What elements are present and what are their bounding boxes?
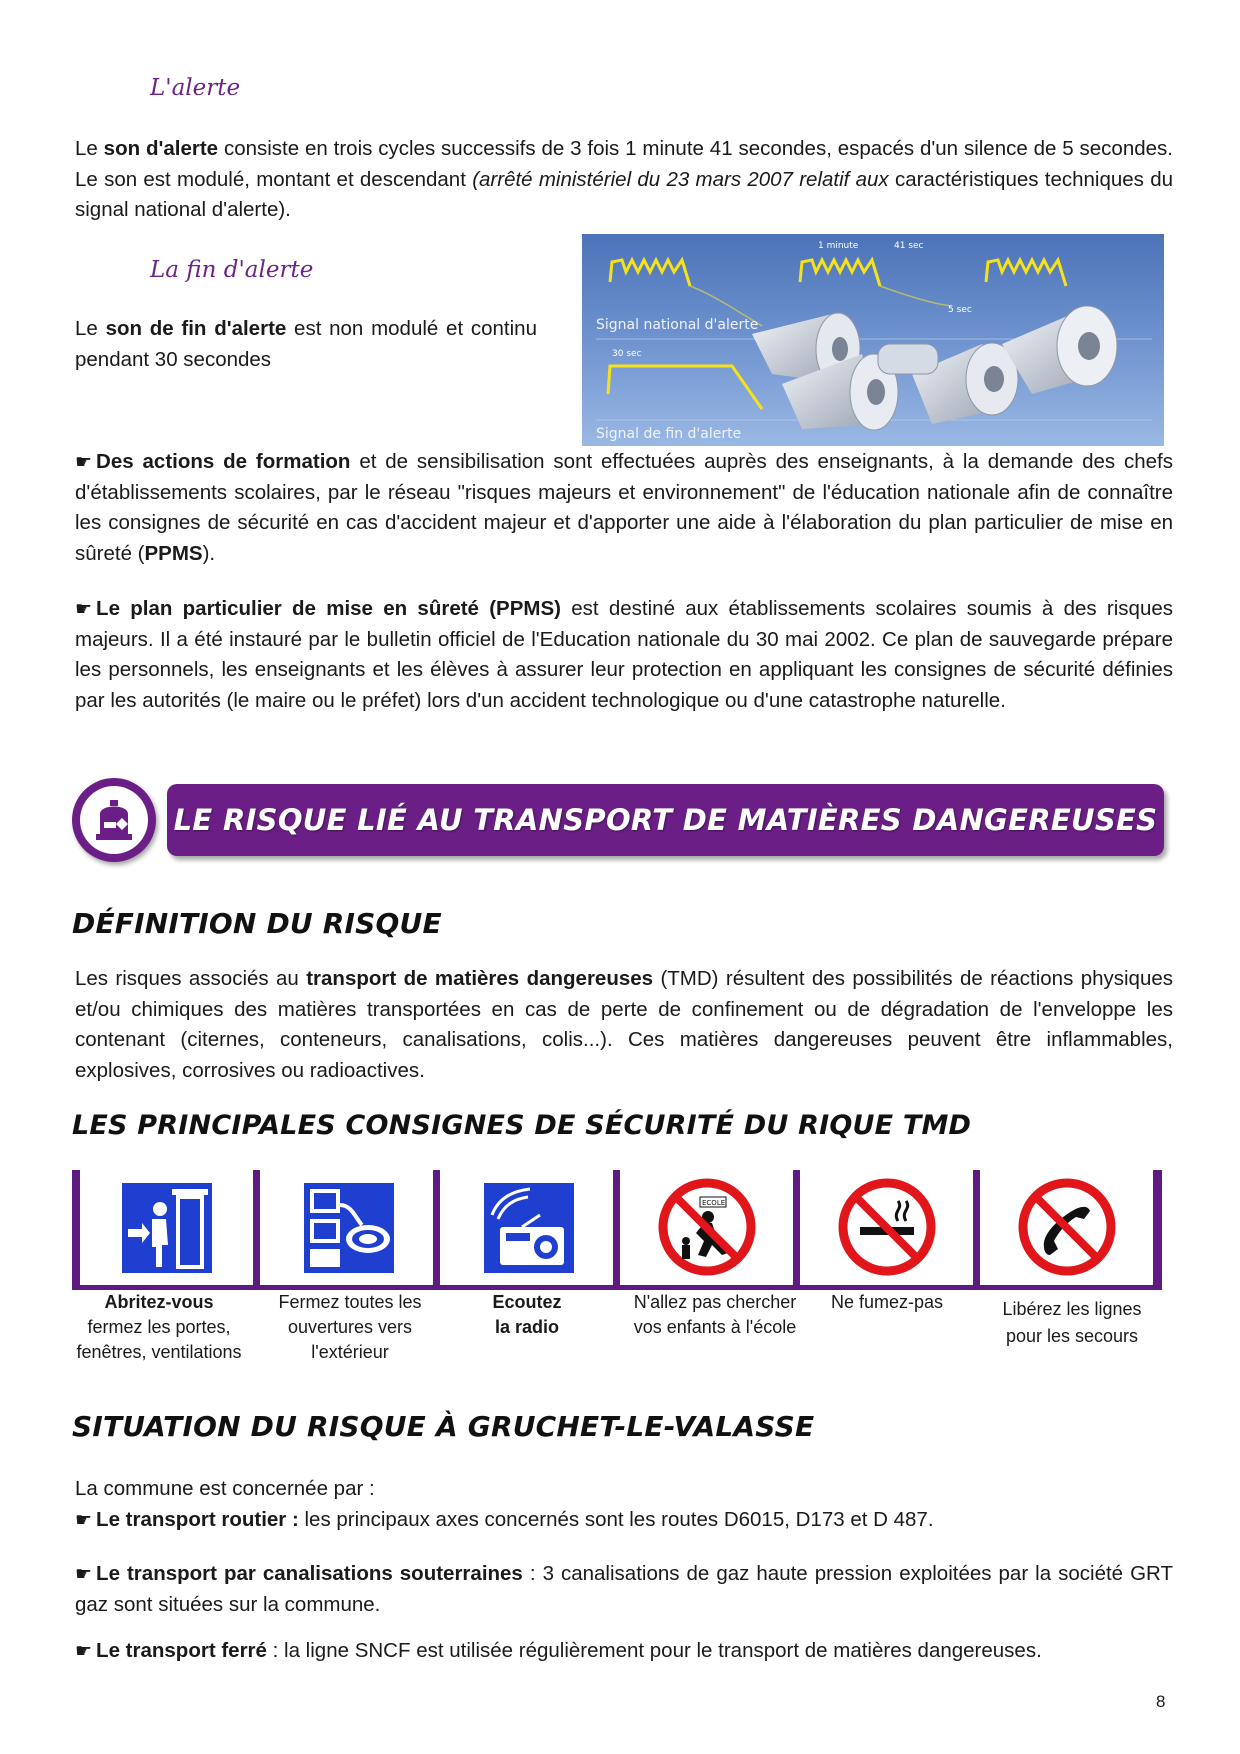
shelter-icon bbox=[92, 1175, 242, 1280]
label-5-sec: 5 sec bbox=[948, 305, 972, 315]
consigne-caption-shelter: Abritez-vous fermez les portes, fenêtres, ventilations bbox=[76, 1292, 242, 1362]
label-1-minute: 1 minute bbox=[818, 241, 859, 251]
consigne-caption-phone: Libérez les lignes pour les secours bbox=[1002, 1299, 1142, 1346]
pointing-hand-icon: ☛ bbox=[75, 1640, 93, 1662]
consigne-radio-pictogram bbox=[440, 1170, 613, 1285]
fin-alerte-title: La fin d'alerte bbox=[150, 257, 314, 283]
consigne-smoking-pictogram bbox=[800, 1170, 973, 1285]
situation-routier: ☛ Le transport routier : les principaux axes concernés sont les routes D6015, D173 et D 487. bbox=[75, 1508, 934, 1531]
pointing-hand-icon: ☛ bbox=[75, 598, 93, 620]
situation-canalisations: ☛ Le transport par canalisations souterraines : 3 canalisations de gaz haute pression exploitées par la société GRT gaz sont situées sur la commune. bbox=[75, 1562, 1173, 1616]
fin-alerte-paragraph: Le son de fin d'alerte est non modulé et continu pendant 30 secondes bbox=[75, 317, 537, 371]
pointing-hand-icon: ☛ bbox=[75, 1563, 93, 1585]
alert-signal-image bbox=[582, 234, 1164, 446]
alerte-paragraph: Le son d'alerte consiste en trois cycles successifs de 3 fois 1 minute 41 secondes, espacés d'un silence de 5 secondes. Le son est modulé, montant et descendant (arrêté ministériel du 23 mars 2007 relatif aux caractéristiques techniques du signal national d'alerte). bbox=[75, 137, 1174, 221]
window-icon bbox=[272, 1175, 422, 1280]
consigne-caption-close: Fermez toutes les ouvertures vers l'extérieur bbox=[278, 1292, 422, 1362]
no-phone-icon bbox=[992, 1175, 1142, 1280]
no-school-icon bbox=[632, 1175, 782, 1280]
situation-heading: SITUATION DU RISQUE À GRUCHET-LE-VALASSE bbox=[72, 1410, 815, 1443]
formation-paragraph: ☛ Des actions de formation et de sensibilisation sont effectuées auprès des enseignants, à la demande des chefs d'établissements scolaires, par le réseau "risques majeurs et environnement" de l'éducation nationale afin de connaître les consignes de sécurité en cas d'accident majeur et d'apporter une aide à l'élaboration du plan particulier de mise en sûreté (PPMS). bbox=[75, 450, 1173, 565]
ppms-paragraph: ☛ Le plan particulier de mise en sûreté (PPMS) est destiné aux établissements scolaires soumis à des risques majeurs. Il a été instauré par le bulletin officiel de l'Education nationale du 30 mai 2002. Ce plan de sauvegarde prépare les personnels, les enseignants et les élèves à assurer leur protection en appliquant les consignes de sécurité définies par les autorités (le maire ou le préfet) lors d'un accident technologique ou d'une catastrophe naturelle. bbox=[75, 597, 1173, 712]
alerte-title: L'alerte bbox=[150, 75, 241, 101]
consigne-school-pictogram bbox=[620, 1170, 793, 1285]
tmd-banner bbox=[167, 784, 1164, 856]
tmd-icon bbox=[72, 778, 156, 862]
situation-intro: La commune est concernée par : bbox=[75, 1477, 375, 1500]
page-number: 8 bbox=[1156, 1692, 1166, 1711]
label-signal-fin: Signal de fin d'alerte bbox=[596, 426, 742, 442]
consigne-caption-smoking: Ne fumez-pas bbox=[830, 1292, 944, 1312]
consigne-caption-radio: Ecoutez la radio bbox=[492, 1292, 562, 1337]
definition-paragraph: Les risques associés au transport de matières dangereuses (TMD) résultent des possibilités de réactions physiques et/ou chimiques des matières transportées en cas de perte de confinement ou de dégradation de l'enveloppe les contenant (citernes, conteneurs, canalisations, colis...). Ces matières dangereuses peuvent être inflammables, explosives, corrosives ou radioactives. bbox=[75, 967, 1174, 1082]
situation-ferre: ☛ Le transport ferré : la ligne SNCF est utilisée régulièrement pour le transport de matières dangereuses. bbox=[75, 1639, 1042, 1662]
banner-title: LE RISQUE LIÉ AU TRANSPORT DE MATIÈRES DANGEREUSES bbox=[173, 803, 1158, 837]
consigne-caption-school: N'allez pas chercher vos enfants à l'école bbox=[633, 1292, 797, 1337]
radio-icon bbox=[452, 1175, 602, 1280]
definition-heading: DÉFINITION DU RISQUE bbox=[72, 907, 442, 940]
consignes-heading: LES PRINCIPALES CONSIGNES DE SÉCURITÉ DU RIQUE TMD bbox=[72, 1110, 972, 1141]
label-41-sec: 41 sec bbox=[894, 241, 924, 251]
svg-text:ECOLE: ECOLE bbox=[701, 1199, 725, 1207]
pointing-hand-icon: ☛ bbox=[75, 1509, 93, 1531]
pointing-hand-icon: ☛ bbox=[75, 451, 93, 473]
label-30-sec: 30 sec bbox=[612, 349, 642, 359]
consigne-phone-pictogram bbox=[980, 1170, 1153, 1285]
no-smoking-icon bbox=[812, 1175, 962, 1280]
label-signal-national: Signal national d'alerte bbox=[596, 317, 759, 333]
consigne-shelter-pictogram bbox=[80, 1170, 253, 1285]
consigne-close-pictogram bbox=[260, 1170, 433, 1285]
